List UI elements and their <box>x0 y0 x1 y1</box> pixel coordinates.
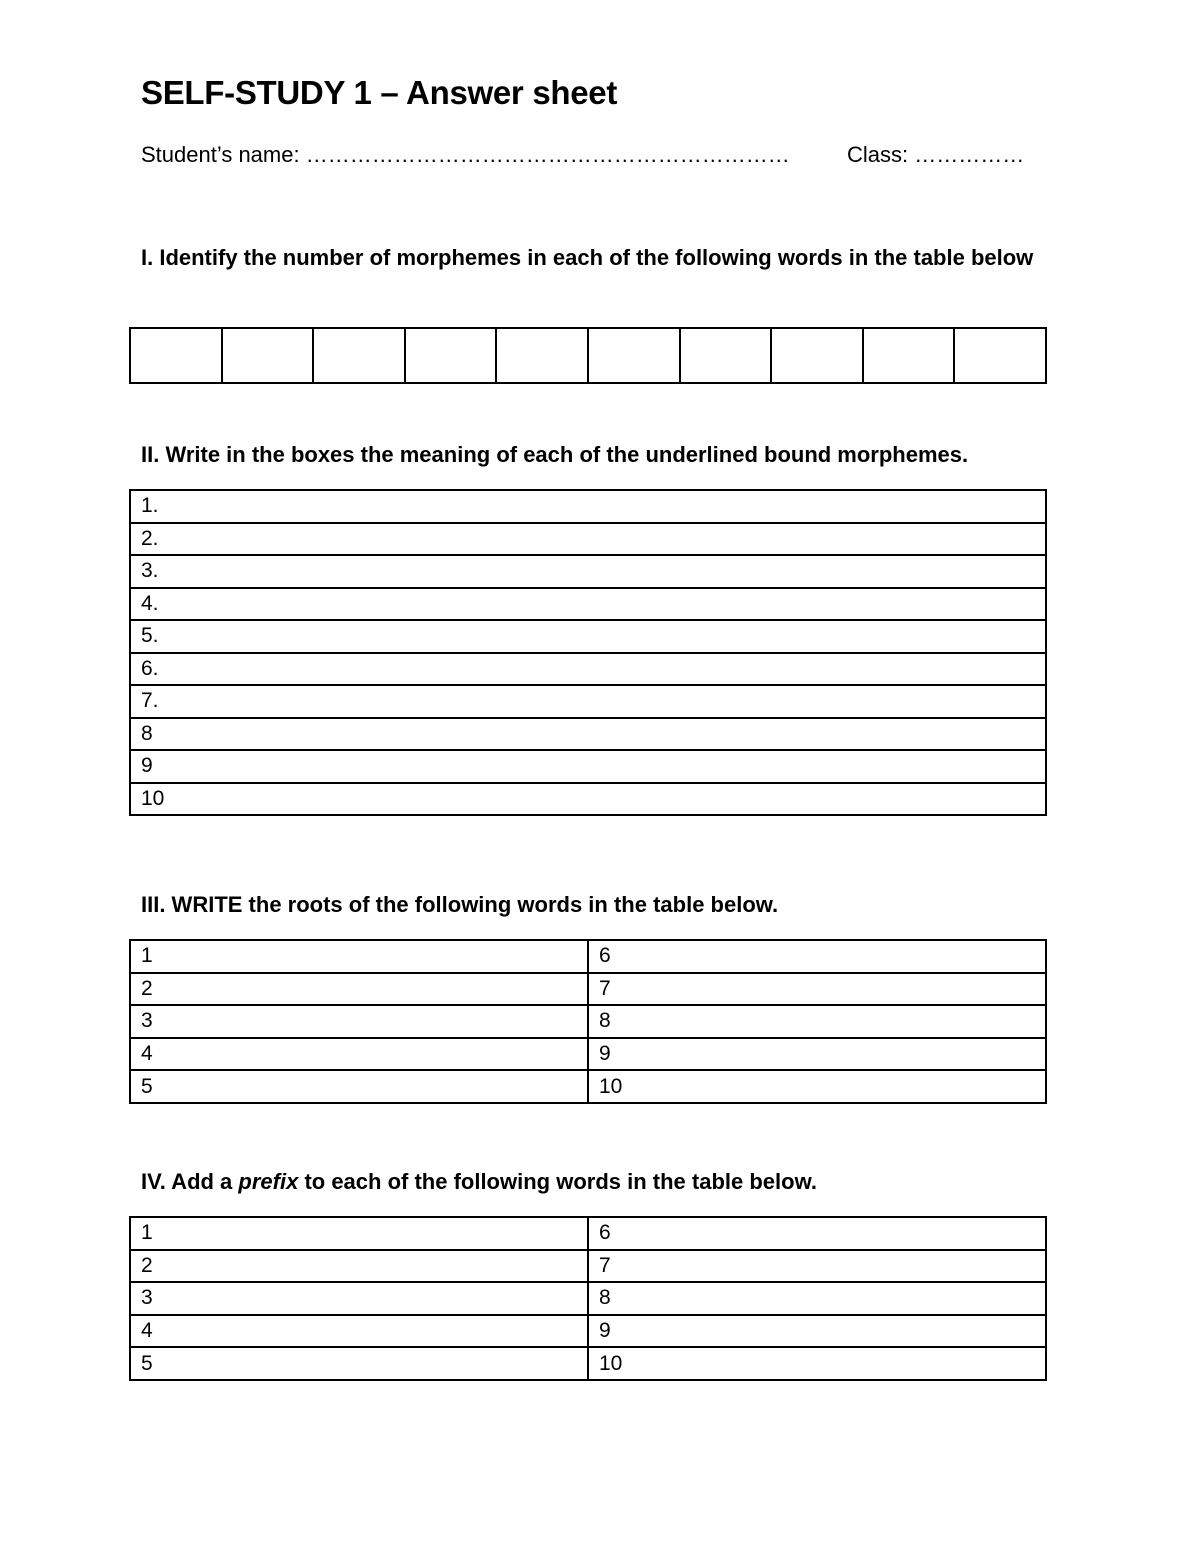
answer-cell-4[interactable] <box>405 328 497 383</box>
page-title: SELF-STUDY 1 – Answer sheet <box>141 74 618 111</box>
roots-cell[interactable]: 5 <box>130 1070 588 1103</box>
answer-cell-10[interactable] <box>954 328 1046 383</box>
prefix-cell[interactable]: 4 <box>130 1315 588 1348</box>
answer-cell-2[interactable] <box>222 328 314 383</box>
answer-cell-7[interactable] <box>680 328 772 383</box>
meaning-row-3[interactable]: 3. <box>130 555 1046 588</box>
class-line: Class: …………… <box>847 142 1025 167</box>
meaning-row-6[interactable]: 6. <box>130 653 1046 686</box>
roots-cell[interactable]: 10 <box>588 1070 1046 1103</box>
answer-cell-5[interactable] <box>496 328 588 383</box>
roots-cell[interactable]: 8 <box>588 1005 1046 1038</box>
roots-cell[interactable]: 7 <box>588 973 1046 1006</box>
morpheme-count-table <box>129 327 1047 384</box>
meaning-row-4[interactable]: 4. <box>130 588 1046 621</box>
section-1-heading: I. Identify the number of morphemes in each of the following words in the table below <box>141 245 1034 270</box>
roots-table <box>129 939 1047 1104</box>
meaning-row-10[interactable]: 10 <box>130 783 1046 816</box>
meaning-table <box>129 489 1047 816</box>
answer-cell-1[interactable] <box>130 328 222 383</box>
roots-cell[interactable]: 9 <box>588 1038 1046 1071</box>
heading-text: IV. Add a <box>141 1169 239 1194</box>
answer-cell-8[interactable] <box>771 328 863 383</box>
answer-cell-6[interactable] <box>588 328 680 383</box>
heading-emphasis: prefix <box>238 1169 299 1194</box>
section-3-heading: III. WRITE the roots of the following words in the table below. <box>141 892 779 917</box>
prefix-cell[interactable]: 3 <box>130 1282 588 1315</box>
prefix-cell[interactable]: 5 <box>130 1347 588 1380</box>
prefix-cell[interactable]: 8 <box>588 1282 1046 1315</box>
meaning-row-2[interactable]: 2. <box>130 523 1046 556</box>
meaning-row-1[interactable]: 1. <box>130 490 1046 523</box>
heading-text: to each of the following words in the table below. <box>298 1169 817 1194</box>
meaning-row-5[interactable]: 5. <box>130 620 1046 653</box>
meaning-row-9[interactable]: 9 <box>130 750 1046 783</box>
prefix-cell[interactable]: 1 <box>130 1217 588 1250</box>
answer-cell-3[interactable] <box>313 328 405 383</box>
roots-cell[interactable]: 6 <box>588 940 1046 973</box>
prefix-cell[interactable]: 6 <box>588 1217 1046 1250</box>
roots-cell[interactable]: 4 <box>130 1038 588 1071</box>
roots-cell[interactable]: 2 <box>130 973 588 1006</box>
prefix-table <box>129 1216 1047 1381</box>
section-4-heading <box>141 1164 1061 1200</box>
meaning-row-7[interactable]: 7. <box>130 685 1046 718</box>
prefix-cell[interactable]: 2 <box>130 1250 588 1283</box>
answer-cell-9[interactable] <box>863 328 955 383</box>
meaning-row-8[interactable]: 8 <box>130 718 1046 751</box>
section-2-heading: II. Write in the boxes the meaning of each of the underlined bound morphemes. <box>141 442 969 467</box>
prefix-cell[interactable]: 9 <box>588 1315 1046 1348</box>
prefix-cell[interactable]: 10 <box>588 1347 1046 1380</box>
roots-cell[interactable]: 3 <box>130 1005 588 1038</box>
roots-cell[interactable]: 1 <box>130 940 588 973</box>
student-name-line: Student’s name: ………………………………………………………… <box>141 142 790 167</box>
prefix-cell[interactable]: 7 <box>588 1250 1046 1283</box>
